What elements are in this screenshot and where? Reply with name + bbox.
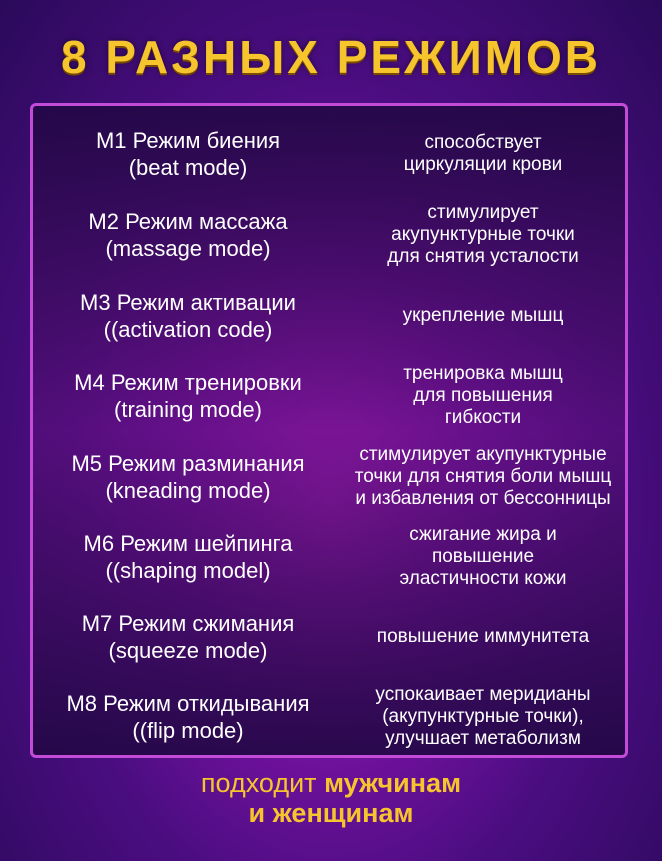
mode-name: М8 Режим откидывания [66,691,310,716]
mode-row [33,437,631,517]
mode-row [33,597,631,677]
mode-name: М7 Режим сжимания [81,611,295,636]
mode-title [33,356,343,436]
mode-title [33,517,343,597]
mode-description-line: акупунктурные точки [391,224,575,245]
mode-english-name: (training mode) [114,397,262,422]
mode-english-name: (kneading mode) [105,478,271,503]
mode-description [333,356,633,436]
mode-description-line: и избавления от бессонницы [355,488,611,509]
mode-description [333,517,633,597]
page-title: 8 РАЗНЫХ РЕЖИМОВ [60,31,602,83]
mode-row [33,677,631,757]
footer-women: и женщинам [248,798,414,828]
footer-men: мужчинам [324,768,462,798]
mode-name: М3 Режим активации [80,290,296,315]
footer-text [0,768,662,828]
mode-description-line: сжигание жира и [409,524,557,545]
mode-name: М1 Режим биения [95,128,281,153]
mode-description [333,597,633,677]
mode-description-line: стимулирует [427,202,539,223]
mode-title [33,597,343,677]
mode-row [33,114,631,194]
footer-line-1 [0,768,662,798]
mode-name: М6 Режим шейпинга [83,531,293,556]
mode-title [33,114,343,194]
mode-english-name: (beat mode) [128,155,248,180]
footer-prefix: подходит [200,768,317,798]
mode-row [33,276,631,356]
mode-title [33,195,343,275]
mode-name: М4 Режим тренировки [74,370,302,395]
mode-title [33,677,343,757]
mode-description-line: эластичности кожи [399,568,567,589]
modes-panel [30,103,628,758]
mode-description [333,276,633,356]
mode-description-line: для повышения [413,385,553,406]
mode-english-name: ((shaping model) [105,558,271,583]
mode-description [333,195,633,275]
mode-description-line: стимулирует акупунктурные [359,444,607,465]
mode-description-line: гибкости [444,407,522,428]
mode-description-line: улучшает метаболизм [385,728,581,749]
mode-description-line: укрепление мышц [402,305,564,326]
mode-english-name: ((flip mode) [132,718,244,743]
mode-name: М2 Режим массажа [88,209,288,234]
mode-description [333,114,633,194]
mode-description [333,437,633,517]
mode-title [33,276,343,356]
mode-description-line: точки для снятия боли мышц [354,466,612,487]
mode-title [33,437,343,517]
mode-row [33,195,631,275]
mode-english-name: ((activation code) [103,317,273,342]
mode-description-line: тренировка мышц [403,363,563,384]
mode-english-name: (massage mode) [105,236,271,261]
mode-description-line: для снятия усталости [387,246,579,267]
mode-description-line: способствует [424,132,542,153]
mode-name: М5 Режим разминания [71,451,305,476]
mode-row [33,517,631,597]
mode-row [33,356,631,436]
mode-english-name: (squeeze mode) [108,638,268,663]
mode-description [333,677,633,757]
mode-description-line: повышение иммунитета [376,626,590,647]
mode-description-line: повышение [431,546,535,567]
mode-description-line: циркуляции крови [403,154,563,175]
mode-description-line: (акупунктурные точки), [382,706,584,727]
footer-line-2 [0,798,662,828]
mode-description-line: успокаивает меридианы [375,684,591,705]
